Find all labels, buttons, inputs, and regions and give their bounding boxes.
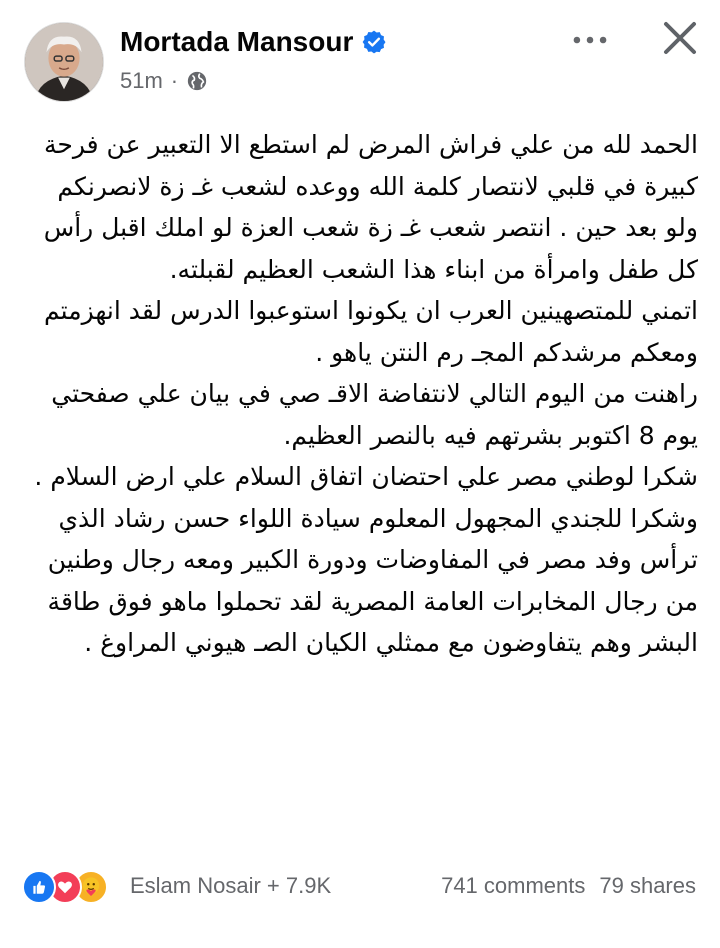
post-paragraph: راهنت من اليوم التالي لانتفاضة الاقـ صي في بيان علي صفحتي يوم 8 اكتوبر بشرتهم فيه بالنصر العظيم. [51, 379, 698, 450]
shares-count[interactable]: 79 shares [599, 873, 696, 898]
post-paragraph: الحمد لله من علي فراش المرض لم استطع الا التعبير عن فرحة كبيرة في قلبي لانتصار كلمة الله ووعده لشعب غـ زة لانصرنكم ولو بعد حين . انتصر شعب غـ زة شعب العزة لو املك اقبل رأس كل طفل وامرأة من ابناء هذا الشعب العظيم لقبلته. [43, 130, 698, 284]
close-icon[interactable] [658, 16, 702, 60]
globe-icon[interactable] [186, 70, 208, 92]
post-paragraph: وشكرا للجندي المجهول المعلوم سيادة اللواء حسن رشاد الذي ترأس وفد مصر في المفاوضات ودورة الكبير ومعه رجال وطنين من رجال المخابرات العامة المصرية لقد تحملوا ماهو فوق طاقة البشر وهم يتفاوضون مع ممثلي الكيان الصـ هيوني المراوغ . [47, 503, 698, 657]
more-options-icon[interactable] [568, 22, 612, 58]
avatar-portrait [25, 23, 103, 101]
post-paragraph: شكرا لوطني مصر علي احتضان اتفاق السلام علي ارض السلام . [34, 462, 698, 491]
post-header [0, 0, 720, 110]
action-bar-edge [0, 938, 720, 948]
post-time[interactable]: 51m [120, 68, 163, 93]
post-paragraph: اتمني للمتصهينين العرب ان يكونوا استوعبوا الدرس لقد انهزمتم ومعكم مرشدكم المجـ رم النتن ياهو . [44, 296, 698, 367]
comments-count[interactable]: 741 comments [441, 873, 586, 898]
like-reaction-icon [22, 870, 56, 904]
post-meta [120, 66, 208, 96]
author-row [120, 22, 387, 62]
author-avatar[interactable] [24, 22, 104, 102]
meta-separator: · [170, 68, 179, 93]
post-footer [0, 864, 720, 910]
verified-badge-icon [361, 29, 387, 55]
reaction-icons[interactable] [22, 868, 100, 906]
author-name[interactable]: Mortada Mansour [120, 26, 354, 57]
engagement-counts [441, 873, 696, 899]
post-body [22, 124, 698, 664]
reaction-summary[interactable]: Eslam Nosair + 7.9K [130, 873, 332, 898]
